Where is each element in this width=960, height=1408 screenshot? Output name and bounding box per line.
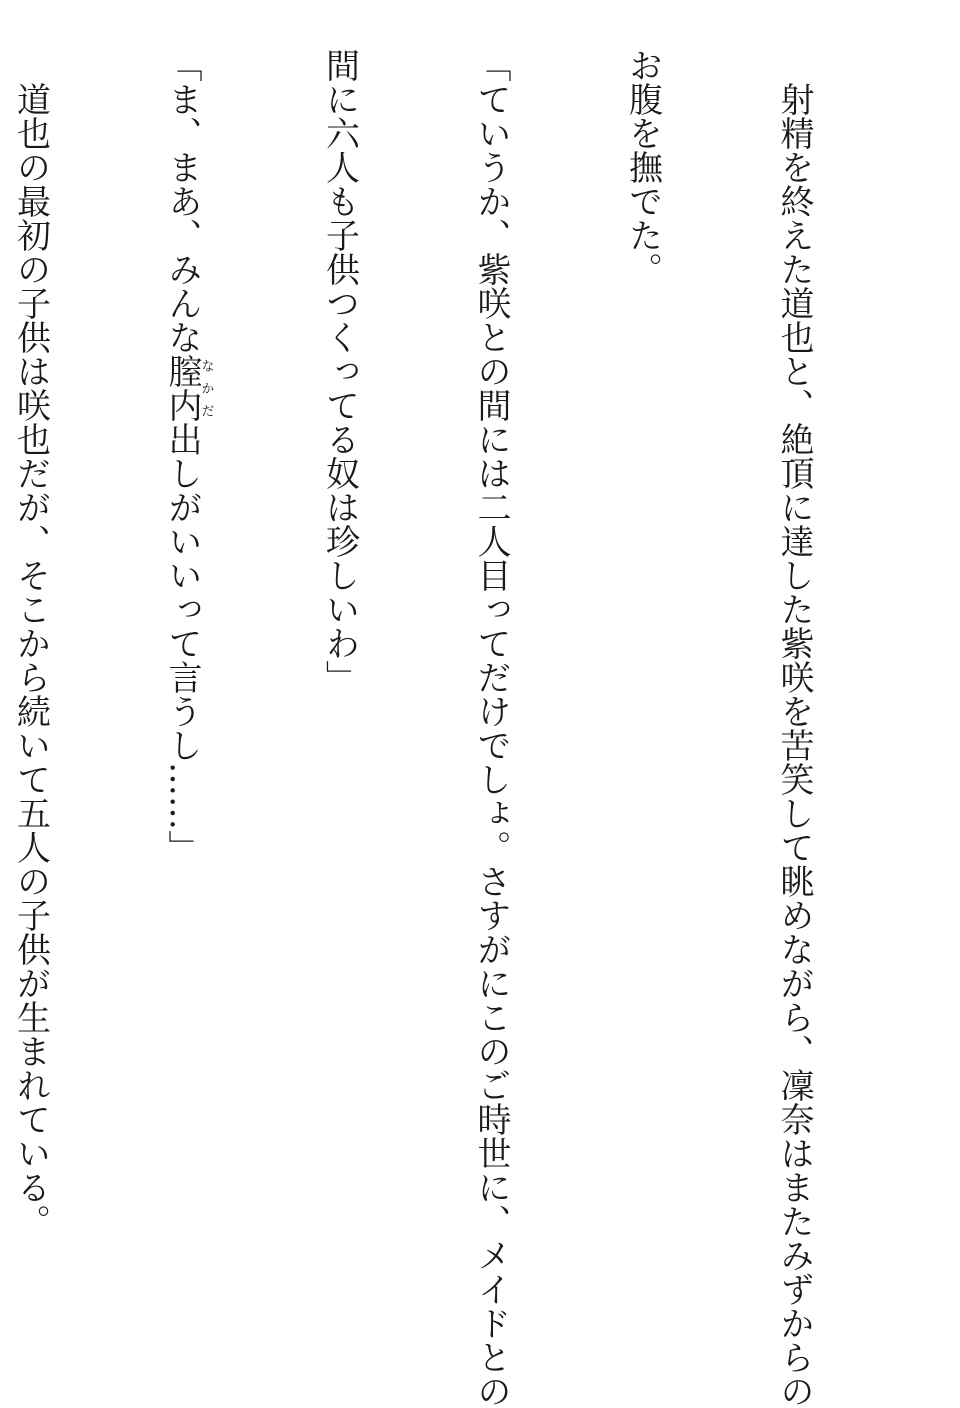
ruby-nakada: 膣内なかだ xyxy=(162,354,214,422)
text-line-3: 「ていうか、紫咲との間には二人目ってだけでしょ。さすがにこのご時世に、メイドとの xyxy=(471,48,511,1408)
vertical-text-body xyxy=(0,48,920,1408)
ruby-nakada-reading: なかだ xyxy=(198,354,214,422)
text-line-1: 射精を終えた道也と、絶頂に達した紫咲を苦笑して眺めながら、凜奈はまたみずからの xyxy=(774,48,814,1408)
text-line-4: 間に六人も子供つくってる奴は珍しいわ」 xyxy=(319,48,360,694)
text-line-6: 道也の最初の子供は咲也だが、そこから続いて五人の子供が生まれている。 xyxy=(10,48,51,1238)
text-line-5: 「ま、まあ、みんな膣内なかだ出しがいいって言うし……」 xyxy=(162,48,214,864)
text-line-2: お腹を撫でた。 xyxy=(622,48,663,286)
